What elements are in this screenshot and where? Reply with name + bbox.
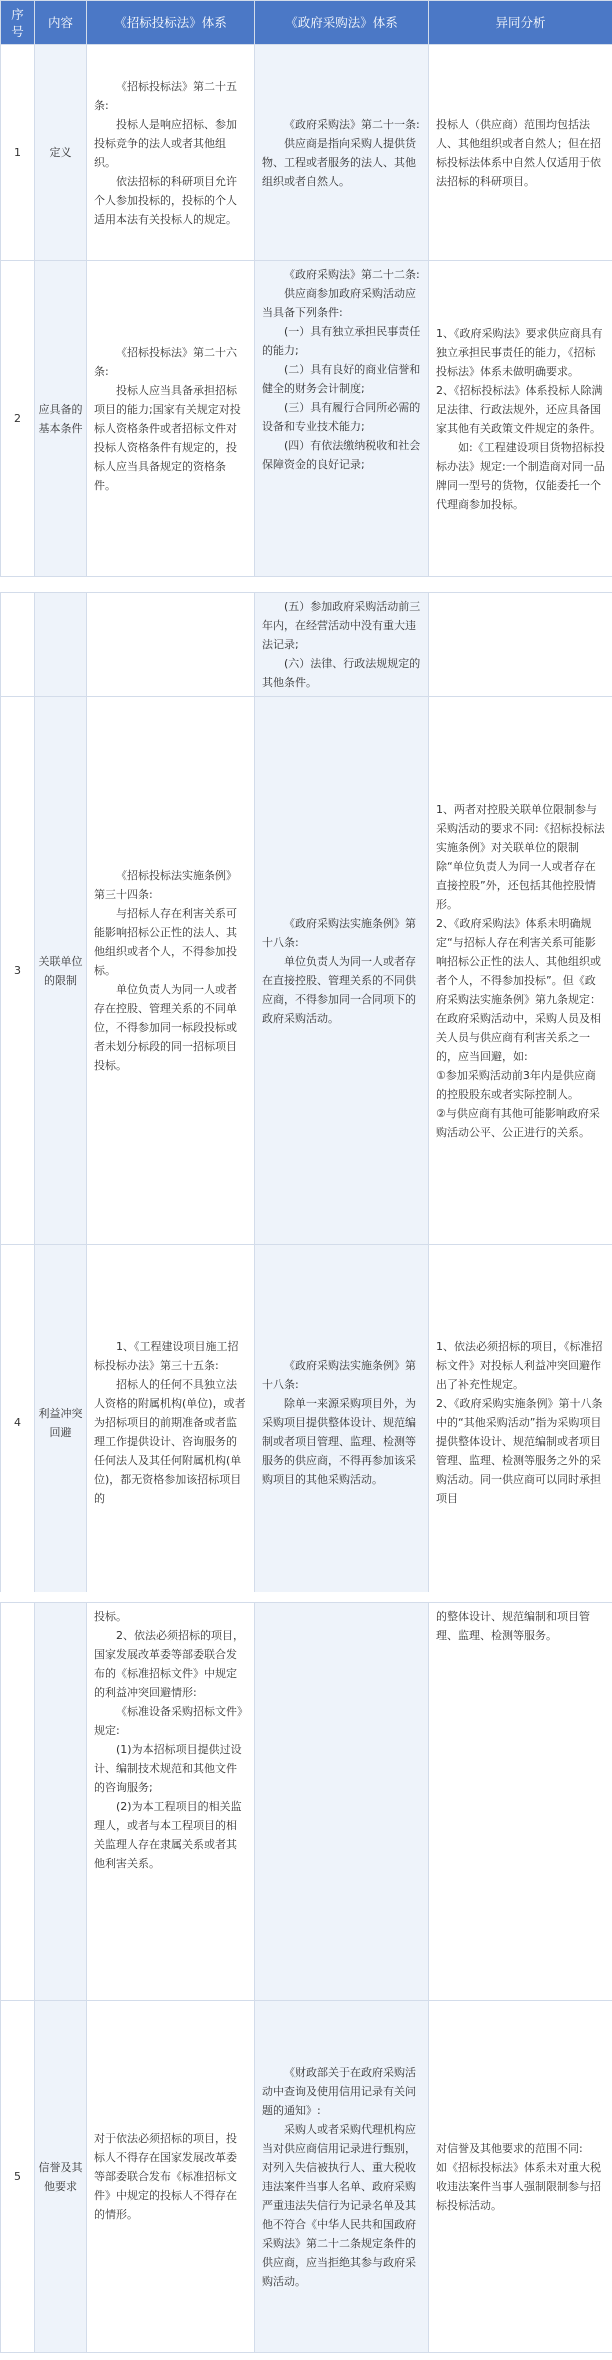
analysis-cell	[429, 261, 612, 577]
analysis-text: 2、《政府采购法》体系未明确规定“与招标人存在利害关系可能影响招标公正性的法人、其他组织或者个人，不得参加投标”。但《政府采购法实施条例》第九条规定：在政府采购活动中，采购人员及相关人员与供应商有利害关系之一的，应当回避，如:	[436, 916, 601, 1063]
bidding-cell	[87, 261, 255, 577]
table-row	[1, 2001, 612, 2353]
analysis-text: 的整体设计、规范编制和项目管理、监理、检测等服务。	[436, 1610, 590, 1642]
analysis-text: 对信誉及其他要求的范围不同:	[436, 2141, 583, 2155]
bidding-text: 投标人是响应招标、参加投标竞争的法人或者其他组织。	[94, 117, 237, 169]
analysis-text: 2、《招标投标法》体系投标人除满足法律、行政法规外，还应具备国家其他有关政策文件规定的条件。	[436, 383, 603, 435]
bidding-cell-empty	[87, 593, 255, 697]
header-content: 内容	[35, 1, 87, 45]
procurement-cell-empty	[255, 1603, 429, 2001]
bidding-text: 《标准设备采购招标文件》规定:	[94, 1705, 243, 1737]
analysis-text: 1、依法必须招标的项目，《标准招标文件》对投标人利益冲突回避作出了补充性规定。	[436, 1340, 603, 1391]
header-no: 序号	[1, 1, 35, 45]
table-row	[1, 593, 612, 697]
analysis-text: 如《招标投标法》体系未对重大税收违法案件当事人强制限制参与招标投标活动。	[436, 2160, 601, 2212]
comparison-table-part-2	[0, 592, 612, 1601]
bidding-cell	[87, 1245, 255, 1601]
analysis-text: ①参加采购活动前3年内是供应商的控股股东或者实际控制人。	[436, 1068, 596, 1101]
row-item: 关联单位的限制	[35, 697, 87, 1245]
row-number-empty	[1, 1603, 35, 2001]
procurement-cell	[255, 1245, 429, 1601]
bidding-text: 《招标投标法》第二十六条:	[94, 345, 237, 378]
bidding-text: (1)为本招标项目提供过设计、编制技术规范和其他文件的咨询服务;	[94, 1743, 242, 1794]
procurement-cell	[255, 697, 429, 1245]
header-bidding: 《招标投标法》体系	[87, 1, 255, 45]
procurement-text: (一）具有独立承担民事责任的能力;	[262, 325, 421, 357]
analysis-cell	[429, 1245, 612, 1601]
procurement-text: 单位负责人为同一人或者存在直接控股、管理关系的不同供应商，不得参加同一合同项下的政府采购活动。	[262, 954, 416, 1025]
procurement-text: (四）有依法缴纳税收和社会保障资金的良好记录;	[262, 439, 421, 471]
row-item-empty	[35, 1603, 87, 2001]
bidding-text: 投标人应当具备承担招标项目的能力;国家有关规定对投标人资格条件或者招标文件对投标人资格条件有规定的，投标人应当具备规定的资格条件。	[94, 383, 241, 492]
row-item: 信誉及其他要求	[35, 2001, 87, 2353]
comparison-table-part-3	[0, 1602, 612, 2353]
procurement-cell	[255, 45, 429, 261]
bidding-text: 与招标人存在利害关系可能影响招标公正性的法人、其他组织或者个人，不得参加投标。	[94, 907, 237, 977]
page-break	[0, 1592, 612, 1602]
table-row	[1, 1245, 612, 1601]
procurement-text: 采购人或者采购代理机构应当对供应商信用记录进行甄别，对列入失信被执行人、重大税收违法案件当事人名单、政府采购严重违法失信行为记录名单及其他不符合《中华人民共和国政府采购法》第二十二条规定条件的供应商，应当拒绝其参与政府采购活动。	[262, 2122, 416, 2288]
analysis-cell	[429, 697, 612, 1245]
procurement-text: (五）参加政府采购活动前三年内，在经营活动中没有重大违法记录;	[262, 600, 421, 651]
bidding-cell	[87, 2001, 255, 2353]
procurement-text: 《财政部关于在政府采购活动中查询及使用信用记录有关问题的通知》:	[262, 2065, 416, 2117]
table-row	[1, 45, 612, 261]
procurement-text: 《政府采购法》第二十二条:	[284, 268, 420, 281]
bidding-text: 依法招标的科研项目允许个人参加投标的，投标的个人适用本法有关投标人的规定。	[94, 174, 237, 226]
page-break	[0, 578, 612, 592]
procurement-cell	[255, 2001, 429, 2353]
procurement-text: (二）具有良好的商业信誉和健全的财务会计制度;	[262, 363, 421, 395]
procurement-text: 《政府采购法实施条例》第十八条:	[262, 916, 416, 949]
procurement-text: 《政府采购法》第二十一条:	[284, 117, 420, 131]
procurement-text: 除单一来源采购项目外，为采购项目提供整体设计、规范编制或者项目管理、监理、检测等服务的供应商，不得再参加该采购项目的其他采购活动。	[262, 1397, 416, 1486]
analysis-text: ②与供应商有其他可能影响政府采购活动公平、公正进行的关系。	[436, 1106, 600, 1139]
table-header-row	[1, 1, 612, 45]
bidding-cell	[87, 697, 255, 1245]
analysis-text: 1、两者对控股关联单位限制参与采购活动的要求不同:《招标投标法实施条例》对关联单位的限制除“单位负责人为同一人或者存在直接控股”外，还包括其他控股情形。	[436, 802, 605, 911]
bidding-text: 对于依法必须招标的项目，投标人不得存在国家发展改革委等部委联合发布《标准招标文件》中规定的投标人不得存在的情形。	[94, 2132, 237, 2221]
analysis-cell	[429, 45, 612, 261]
procurement-cell	[255, 261, 429, 577]
row-number-empty	[1, 593, 35, 697]
bidding-text: (2)为本工程项目的相关监理人，或者与本工程项目的相关监理人存在隶属关系或者其他利害关系。	[94, 1800, 242, 1870]
row-number: 5	[1, 2001, 35, 2353]
row-number: 2	[1, 261, 35, 577]
analysis-cell	[429, 2001, 612, 2353]
analysis-text: 1、《政府采购法》要求供应商具有独立承担民事责任的能力，《招标投标法》体系未做明确要求。	[436, 326, 603, 378]
procurement-text: 供应商参加政府采购活动应当具备下列条件:	[262, 287, 416, 319]
analysis-text: 投标人（供应商）范围均包括法人、其他组织或者自然人；但在招标投标法体系中自然人仅适用于依法招标的科研项目。	[436, 117, 601, 188]
bidding-text: 《招标投标法实施条例》第三十四条:	[94, 869, 237, 901]
row-item-empty	[35, 593, 87, 697]
bidding-text: 招标人的任何不具独立法人资格的附属机构(单位)，或者为招标项目的前期准备或者监理工作提供设计、咨询服务的任何法人及其任何附属机构(单位)，都无资格参加该招标项目的	[94, 1378, 246, 1505]
bidding-cell	[87, 1603, 255, 2001]
bidding-text: 1、《工程建设项目施工招标投标办法》第三十五条:	[94, 1340, 239, 1372]
header-analysis: 异同分析	[429, 1, 612, 45]
bidding-text: 2、依法必须招标的项目，国家发展改革委等部委联合发布的《标准招标文件》中规定的利益冲突回避情形:	[94, 1629, 244, 1699]
row-number: 1	[1, 45, 35, 261]
analysis-text: 如:《工程建设项目货物招标投标办法》规定:一个制造商对同一品牌同一型号的货物，仅能委托一个代理商参加投标。	[436, 440, 605, 511]
table-row	[1, 261, 612, 577]
procurement-text: (六）法律、行政法规规定的其他条件。	[262, 657, 421, 689]
bidding-text: 《招标投标法》第二十五条:	[94, 79, 237, 112]
bidding-cell	[87, 45, 255, 261]
table-row	[1, 697, 612, 1245]
header-procurement: 《政府采购法》体系	[255, 1, 429, 45]
procurement-cell	[255, 593, 429, 697]
analysis-cell	[429, 1603, 612, 2001]
comparison-table-part-1	[0, 0, 612, 577]
row-item: 应具备的基本条件	[35, 261, 87, 577]
table-row	[1, 1603, 612, 2001]
bidding-text: 单位负责人为同一人或者存在控股、管理关系的不同单位，不得参加同一标段投标或者未划分标段的同一招标项目投标。	[94, 983, 237, 1072]
bidding-text: 投标。	[94, 1610, 127, 1623]
procurement-text: 供应商是指向采购人提供货物、工程或者服务的法人、其他组织或者自然人。	[262, 136, 416, 188]
row-item: 利益冲突回避	[35, 1245, 87, 1601]
row-number: 4	[1, 1245, 35, 1601]
procurement-text: (三）具有履行合同所必需的设备和专业技术能力;	[262, 401, 421, 433]
row-item: 定义	[35, 45, 87, 261]
procurement-text: 《政府采购法实施条例》第十八条:	[262, 1359, 416, 1391]
analysis-text: 2、《政府采购实施条例》第十八条中的“其他采购活动”指为采购项目提供整体设计、规范编制或者项目管理、监理、检测等服务之外的采购活动。同一供应商可以同时承担项目	[436, 1397, 603, 1505]
analysis-cell-empty	[429, 593, 612, 697]
row-number: 3	[1, 697, 35, 1245]
